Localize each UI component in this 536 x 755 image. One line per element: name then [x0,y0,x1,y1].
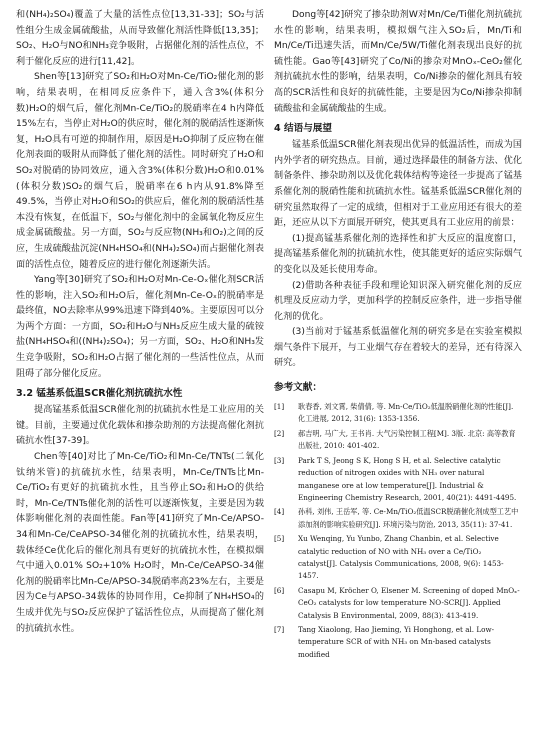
right-column [274,8,522,663]
section-heading-3-2: 3.2 锰基系低温SCR催化剂抗硫抗水性 [16,388,183,400]
right-paragraph-2: 锰基系低温SCR催化剂表现出优异的低温活性，而成为国内外学者的研究热点。目前，通过选择最佳的制备方法、优化制备条件、掺杂助剂以及优化载体结构等途径一步提高了锰基系催化剂的脱硝性能和抗硫抗水性。锰基系低温SCR催化剂的研究虽然取得了一定的成绩，但相对于工业应用还有很大的差距，还应从以下方面展开研究，使其更具有工业应用的前景： [274,140,522,229]
reference-item [274,401,522,426]
references-heading: 参考文献： [274,382,322,394]
left-column [16,8,264,637]
reference-item [274,428,522,453]
reference-number: [6] [274,585,285,595]
reference-text: 孙科, 刘伟, 王岳军, 等. Ce-Mn/TiO₂低温SCR脱硝催化剂成型工艺中添加剂的影响实验研究[J]. 环境污染与防治, 2013, 35(11): 37-41. [298,507,519,529]
reference-text: Casapu M, Kröcher O, Elsener M. Screening of doped MnOₓ-CeO₂ catalysts for low temperature NO-SCR[J]. Applied Catalysis B Environmental, 2009, 88(3): 413-419. [298,585,520,620]
reference-number: [2] [274,428,285,438]
reference-number: [5] [274,534,285,544]
reference-number: [3] [274,455,285,465]
reference-item [274,624,522,661]
left-paragraph-3: Yang等[30]研究了SO₂和H₂O对Mn-Ce-Oₓ催化剂SCR活性的影响，注入SO₂和H₂O后，催化剂Mn-Ce-Oₓ的脱硝率是最终值，NO去除率从99%迅速下降到40%。主要原因可以分为两个方面：一方面，SO₂和H₂O与NH₃反应生成大量的硫铵盐(NH₄HSO₄和((NH₄)₂SO₄)；另一方面，SO₂、H₂O和NH₃发生竞争吸附，SO₂和H₂O占据了催化剂的一些活性位点，从而阻碍了部分催化反应。 [16,275,264,379]
reference-item [274,585,522,622]
section-heading-4: 4 结语与展望 [274,123,332,135]
reference-item [274,506,522,531]
reference-number: [1] [274,402,285,412]
left-paragraph-4: 提高锰基系低温SCR催化剂的抗硫抗水性是工业应用的关键。目前，主要通过优化载体和掺杂助剂的方法提高催化剂抗硫抗水性[37-39]。 [16,405,264,447]
left-paragraph-2: Shen等[13]研究了SO₂和H₂O对Mn-Ce/TiO₂催化剂的影响，结果表明，在相同反应条件下，通入含3%(体积分数)H₂O的烟气后，催化剂Mn-Ce/TiO₂的脱硝率在4 h内降低15%左右，当停止对H₂O的供应时，催化剂的脱硝活性逐渐恢复，H₂O具有可逆的抑制作用，原因是H₂O抑制了反应物在催化剂表面的吸附从而降低了催化剂的活性。同时研究了H₂O和SO₂对脱硝的协同效应，通入含3%(体积分数)H₂O和0.01%(体积分数)SO₂的烟气后，脱硝率在6 h内从91.8%降至49.5%，当停止对H₂O和SO₂的供应后，催化剂的脱硝活性基本没有恢复，在低温下，SO₂与催化剂中的金属氧化物反应生成金属硫酸盐。另一方面，SO₂与反应物(NH₃和O₂)之间的反应，生成硫酸盐沉淀(NH₄HSO₄和(NH₄)₂SO₄)而占据催化剂表面的活性点位，随着反应的进行催化剂逐渐失活。 [16,72,264,270]
left-paragraph-1: 和(NH₄)₂SO₄)覆盖了大量的活性点位[13,31-33]；SO₂与活性组分生成金属硫酸盐，从而导致催化剂活性降低[13,35]；SO₂、H₂O与NO和NH₃竞争吸附，占据催化剂的活性点位，不利于催化反应的进行[11,42]。 [16,10,264,67]
right-paragraph-3: (1)提高锰基系催化剂的选择性和扩大反应的温度窗口，提高锰基系催化剂的抗硫抗水性，使其能更好的适应实际烟气的变化以及延长使用寿命。 [274,233,522,275]
reference-number: [4] [274,507,285,517]
reference-text: Tang Xiaolong, Hao Jieming, Yi Honghong, et al. Low-temperature SCR of with NH₃ on Mn-based catalysts modified [298,624,495,659]
left-paragraph-5: Chen等[40]对比了Mn-Ce/TiO₂和Mn-Ce/TNTs(二氧化钛纳米管)的抗硫抗水性，结果表明，Mn-Ce/TNTs比Mn-Ce/TiO₂有更好的抗硫抗水性，且当停止SO₂和H₂O的供给时，Mn-Ce/TNTs催化剂的活性可以逐渐恢复，主要是因为载体影响催化剂的表面性能。Fan等[41]研究了Mn-Ce/APSO-34和Mn-Ce/CeAPSO-34催化剂的抗硫抗水性，结果表明，载体经Ce优化后的催化剂具有更好的抗硫抗水性，在模拟烟气中通入0.01% SO₂+10% H₂O时，Mn-Ce/CeAPSO-34催化剂的脱硝率比Mn-Ce/APSO-34脱硝率高23%左右，主要是因为Ce与APSO-34载体的协同作用，Ce抑制了NH₄HSO₄的生成并优先与SO₂反应保护了锰活性位点，从而提高了催化剂的抗硫抗水性。 [16,452,264,634]
right-paragraph-4: (2)借助各种表征手段和理论知识深入研究催化剂的反应机理及反应动力学，更加科学的控制反应条件，进一步指导催化剂的优化。 [274,280,522,322]
reference-item [274,533,522,583]
reference-text: 郝吉明, 马广大, 王书肖. 大气污染控制工程[M]. 3版. 北京: 高等教育出版社, 2010: 401-402. [298,428,516,451]
reference-item [274,455,522,505]
right-paragraph-5: (3)当前对于锰基系低温催化剂的研究多是在实验室模拟烟气条件下展开，与工业烟气存在着较大的差异，还有待深入研究。 [274,327,522,369]
reference-number: [7] [274,624,285,634]
reference-text: Park T S, Jeong S K, Hong S H, et al. Selective catalytic reduction of nitrogen oxides with NH₃ over natural manganese ore at low temperature[J]. Industrial & Engineering Chemistry Research, 2001, 40(21): 4491-4495. [298,455,517,502]
reference-text: Xu Wenqing, Yu Yunbo, Zhang Chanbin, et al. Selective catalytic reduction of NO with NH₃ over a Ce/TiO₂ catalyst[J]. Catalysis Communications, 2008, 9(6): 1453-1457. [298,534,504,581]
reference-text: 耿春香, 刘文霄, 柴倩倩, 等. Mn-Ce/TiO₂低温脱硝催化剂的性能[J]. 化工进展, 2012, 31(6): 1353-1356. [298,402,514,424]
reference-list [274,401,522,661]
right-paragraph-1: Dong等[42]研究了掺杂助剂W对Mn/Ce/Ti催化剂抗硫抗水性的影响，结果表明，模拟烟气注入SO₂后，Mn/Ti和Mn/Ce/Ti迅速失活，而Mn/Ce/5W/Ti催化剂表现出良好的抗硫性能。Gao等[43]研究了Co/Ni的掺杂对MnOₓ-CeO₂催化剂抗硫抗水性的影响，结果表明，Co/Ni掺杂的催化剂具有较高的SCR活性和良好的抗硫性能，主要是因为Co/Ni掺杂抑制硫酸盐和金属硫酸盐的生成。 [274,10,522,114]
